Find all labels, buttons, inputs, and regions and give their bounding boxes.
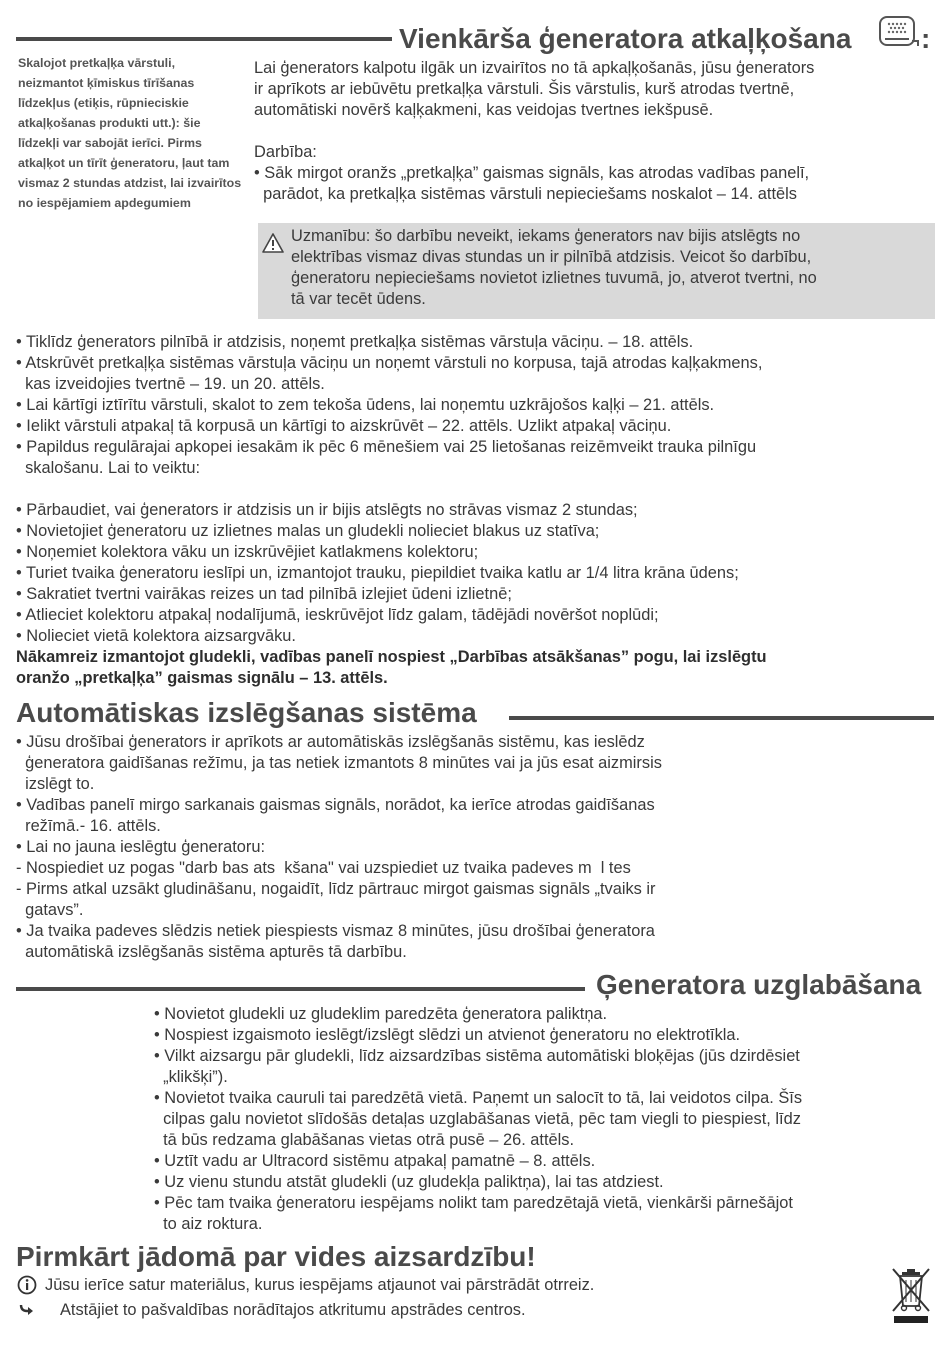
action-line: • Sāk mirgot oranžs „pretkaļķa” gaismas signāls, kas atrodas vadības panelī, (254, 164, 810, 182)
section-rule (16, 37, 392, 41)
rinse-line: • Nolieciet vietā kolektora aizsargvāku. (16, 627, 296, 645)
intro-line: ir aprīkots ar iebūvētu pretkaļķa vārstuli. Šis vārstulis, kurš atrodas tvertnē, (254, 80, 795, 98)
section-title-storage: Ģeneratora uzglabāšana (596, 969, 922, 1000)
storage-line: • Uz vienu stundu atstāt gludekli (uz gludekļa paliktņa), lai tas atdziest. (154, 1173, 664, 1191)
warning-line: tā var tecēt ūdens. (291, 290, 426, 308)
warning-line: ģeneratoru nepieciešams novietot izlietnes tuvumā, jo, atverot tvertni, no (291, 269, 817, 287)
storage-line: „klikšķi”). (154, 1068, 228, 1086)
bold-note: oranžo „pretkaļķa” gaismas signālu – 13. attēls. (16, 669, 388, 687)
rinse-line: • Turiet tvaika ģeneratoru ieslīpi un, izmantojot trauku, piepildiet tvaika katlu ar 1/4 litra krāna ūdens; (16, 564, 739, 582)
step-line: • Atskrūvēt pretkaļķa sistēmas vārstuļa vāciņu un noņemt vārstuli no korpusa, tajā atrodas kaļķakmens, (16, 354, 763, 372)
auto-off-line: - Nospiediet uz pogas "darb bas ats kšana" vai uzspiediet uz tvaika padeves m l tes (16, 859, 631, 877)
title-suffix: : (921, 23, 931, 54)
auto-off-line: izslēgt to. (16, 775, 95, 793)
environment-line-disposal: Atstājiet to pašvaldības norādītajos atkritumu apstrādes centros. (60, 1301, 526, 1319)
auto-off-line: ģeneratora gaidīšanas režīmu, ja tas netiek izmantots 8 minūtes vai ja jūs esat aizmirsis (16, 754, 662, 772)
intro-line: automātiski novērš kaļķakmeni, kas veidojas tvertnes iekšpusē. (254, 101, 714, 119)
action-block (254, 142, 809, 205)
warning-box (258, 223, 935, 319)
step-line: skalošanu. Lai to veiktu: (16, 459, 201, 477)
warning-line: elektrības vismaz divas stundas un ir pilnībā atdzisis. Veicot šo darbību, (291, 248, 812, 266)
rinse-line: • Sakratiet tvertni vairākas reizes un tad pilnībā izlejiet ūdeni izlietnē; (16, 585, 512, 603)
side-note-caution: Skalojot pretkaļķa vārstuli, neizmantot ķīmiskus tīrīšanas līdzekļus (etiķis, rūpnieciskie atkaļķošanas produkti utt.): šie līdzekļi var sabojāt ierīci. Pirms atkaļķot un tīrīt ģeneratoru, ļaut tam vismaz 2 stundas atdzist, lai izvairītos no iespējamiem apdegumiem (18, 56, 242, 210)
section-rule (16, 987, 585, 991)
auto-off-line: gatavs”. (16, 901, 84, 919)
section-title-environment: Pirmkārt jādomā par vides aizsardzību! (16, 1241, 536, 1272)
warning-text (291, 226, 931, 310)
storage-line: • Pēc tam tvaika ģeneratoru iespējams nolikt tam paredzētajā vietā, vienkārši pārnešājot (154, 1194, 793, 1212)
intro-text (254, 58, 814, 121)
section-title-auto-off: Automātiskas izslēgšanas sistēma (16, 697, 477, 728)
crossed-bin-icon (890, 1266, 932, 1326)
section-title-descaling: Vienkārša ģeneratora atkaļķošana (399, 23, 852, 54)
descaling-steps (16, 332, 762, 479)
auto-off-line: • Ja tvaika padeves slēdzis netiek piespiests vismaz 8 minūtes, jūsu drošībai ģeneratora (16, 922, 655, 940)
step-line: kas izveidojies tvertnē – 19. un 20. attēls. (16, 375, 325, 393)
rinse-steps (16, 500, 767, 689)
rinse-line: • Noņemiet kolektora vāku un izskrūvējiet katlakmens kolektoru; (16, 543, 479, 561)
storage-line: • Vilkt aizsargu pār gludekli, līdz aizsardzības sistēma automātiski bloķējas (jūs dzirdēsiet (154, 1047, 800, 1065)
storage-text (154, 1004, 802, 1235)
warning-line: Uzmanību: šo darbību neveikt, iekams ģenerators nav bijis atslēgts no (291, 227, 801, 245)
step-line: • Ielikt vārstuli atpakaļ tā korpusā un kārtīgi to aizskrūvēt – 22. attēls. Uzlikt atpakaļ vāciņu. (16, 417, 672, 435)
info-icon (17, 1275, 37, 1295)
rinse-line: • Atlieciet kolektoru atpakaļ nodalījumā, ieskrūvējot līdz galam, tādējādi novēršot noplūdi; (16, 606, 659, 624)
action-line: parādot, ka pretkaļķa sistēmas vārstuli nepieciešams noskalot – 14. attēls (254, 185, 797, 203)
bold-note: Nākamreiz izmantojot gludekli, vadības panelī nospiest „Darbības atsākšanas” pogu, lai izslēgtu (16, 648, 767, 666)
warning-triangle-icon (262, 233, 284, 253)
step-line: • Tiklīdz ģenerators pilnībā ir atdzisis, noņemt pretkaļķa sistēmas vārstuļa vāciņu. – 18. attēls. (16, 333, 694, 351)
storage-line: tā būs redzama glabāšanas vietas otrā pusē – 26. attēls. (154, 1131, 575, 1149)
step-line: • Lai kārtīgi iztīrītu vārstuli, skalot to zem tekoša ūdens, lai noņemtu uzkrājošos kaļķi – 21. attēls. (16, 396, 715, 414)
intro-line: Lai ģenerators kalpotu ilgāk un izvairītos no tā apkaļķošanās, jūsu ģenerators (254, 59, 815, 77)
action-label: Darbība: (254, 143, 317, 161)
auto-off-line: • Vadības panelī mirgo sarkanais gaismas signāls, norādot, ka ierīce atrodas gaidīšanas (16, 796, 655, 814)
storage-line: to aiz roktura. (154, 1215, 263, 1233)
generator-descale-icon (876, 15, 920, 49)
auto-off-line: automātiskā izslēgšanās sistēma apturēs tā darbību. (16, 943, 407, 961)
section-rule (509, 716, 934, 720)
arrow-icon (18, 1301, 36, 1319)
storage-line: • Novietot gludekli uz gludeklim paredzēta ģeneratora paliktņa. (154, 1005, 608, 1023)
storage-line: • Nospiest izgaismoto ieslēgt/izslēgt slēdzi un atvienot ģeneratoru no elektrotīkla. (154, 1026, 741, 1044)
environment-line-recycle: Jūsu ierīce satur materiālus, kurus iespējams atjaunot vai pārstrādāt otrreiz. (45, 1276, 595, 1294)
auto-off-text (16, 732, 662, 963)
auto-off-line: režīmā.- 16. attēls. (16, 817, 161, 835)
storage-line: cilpas galu novietot slīdošās detaļas uzglabāšanas vietā, pēc tam viegli to piespiest, līdz (154, 1110, 801, 1128)
auto-off-line: - Pirms atkal uzsākt gludināšanu, nogaidīt, līdz pārtrauc mirgot gaismas signāls „tvaiks ir (16, 880, 656, 898)
rinse-line: • Pārbaudiet, vai ģenerators ir atdzisis un ir bijis atslēgts no strāvas vismaz 2 stundas; (16, 501, 638, 519)
storage-line: • Uztīt vadu ar Ultracord sistēmu atpakaļ pamatnē – 8. attēls. (154, 1152, 596, 1170)
step-line: • Papildus regulārajai apkopei iesakām ik pēc 6 mēnešiem vai 25 lietošanas reizēmveikt trauka pilnīgu (16, 438, 757, 456)
storage-line: • Novietot tvaika cauruli tai paredzētā vietā. Paņemt un salocīt to tā, lai veidotos cilpa. Šīs (154, 1089, 803, 1107)
auto-off-line: • Jūsu drošībai ģenerators ir aprīkots ar automātiskās izslēgšanās sistēmu, kas ieslēdz (16, 733, 645, 751)
rinse-line: • Novietojiet ģeneratoru uz izlietnes malas un gludekli nolieciet blakus uz statīva; (16, 522, 600, 540)
auto-off-line: • Lai no jauna ieslēgtu ģeneratoru: (16, 838, 266, 856)
